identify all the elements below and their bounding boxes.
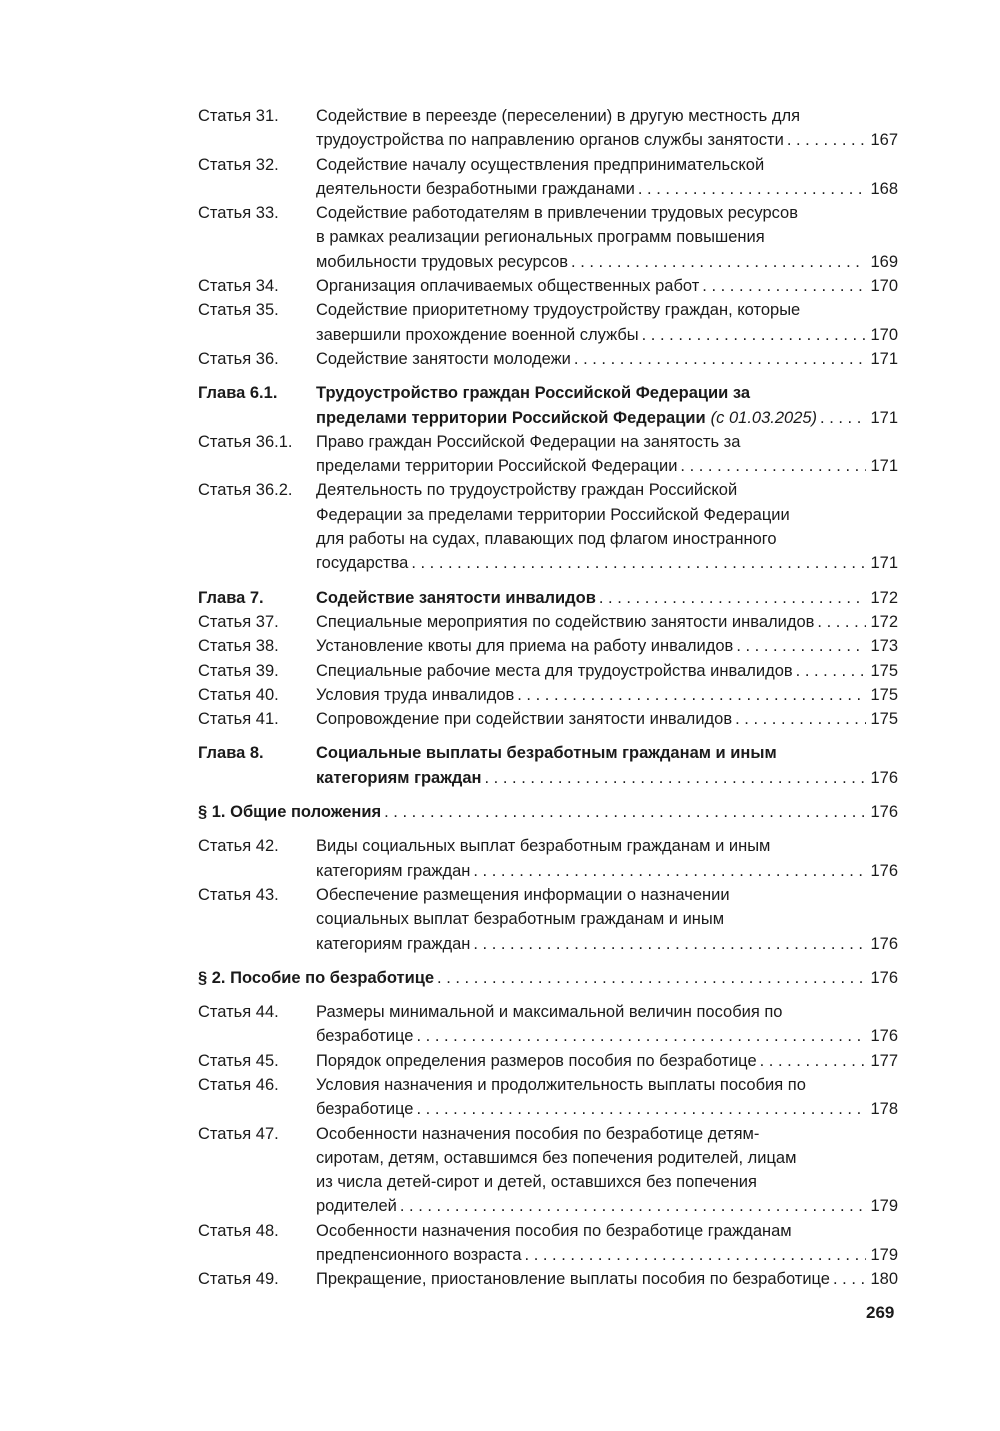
entry-page-number: 176 <box>870 968 898 987</box>
entry-label: Статья 37. <box>198 612 279 631</box>
entry-label: Статья 41. <box>198 710 279 729</box>
entry-label: Глава 7. <box>198 588 264 607</box>
entry-title <box>316 834 898 883</box>
entry-title <box>316 610 898 634</box>
entry-label: Статья 43. <box>198 885 279 904</box>
entry-page-number: 173 <box>870 637 898 656</box>
entry-title-line: Сопровождение при содействии занятости инвалидов <box>316 710 733 729</box>
entry-title-line: Право граждан Российской Федерации на занятость за <box>316 432 741 451</box>
entry-title-line: Размеры минимальной и максимальной величин пособия по <box>316 1003 783 1022</box>
entry-title-line: завершили прохождение военной службы <box>316 325 639 344</box>
entry-page-number: 169 <box>870 252 898 271</box>
entry-title-line: трудоустройства по направлению органов службы занятости <box>316 131 784 150</box>
dot-leader <box>833 1267 866 1291</box>
entry-title-line: Установление квоты для приема на работу инвалидов <box>316 637 734 656</box>
entry-label: Глава 8. <box>198 744 264 763</box>
entry-page-number: 176 <box>870 934 898 953</box>
entry-title <box>316 1219 898 1268</box>
entry-title-line: Специальные рабочие места для трудоустройства инвалидов <box>316 661 793 680</box>
entry-page-number: 176 <box>870 861 898 880</box>
toc-chapter-entry[interactable] <box>198 586 898 610</box>
entry-title <box>316 298 898 347</box>
dot-leader <box>525 1243 866 1267</box>
entry-title-line: безработице <box>316 1027 414 1046</box>
entry-title-line: § 2. Пособие по безработице <box>198 968 435 987</box>
entry-label: Статья 49. <box>198 1270 279 1289</box>
entry-title-line: Содействие занятости молодежи <box>316 349 571 368</box>
dot-leader <box>416 1024 866 1048</box>
entry-title <box>316 478 898 575</box>
entry-page-number: 171 <box>870 349 898 368</box>
entry-page-number: 180 <box>870 1270 898 1289</box>
toc-article-entry[interactable] <box>198 201 898 274</box>
toc-article-entry[interactable] <box>198 104 898 153</box>
entry-label: Статья 36.1. <box>198 432 293 451</box>
entry-label: Статья 38. <box>198 637 279 656</box>
dot-leader <box>473 932 866 956</box>
dot-leader <box>735 707 866 731</box>
entry-title <box>316 683 898 707</box>
entry-title-line: категориям граждан <box>316 768 482 787</box>
entry-title-line: Обеспечение размещения информации о назначении <box>316 885 730 904</box>
entry-title <box>316 201 898 274</box>
entry-title <box>316 1000 898 1049</box>
dot-leader <box>485 766 866 790</box>
dot-leader <box>702 274 866 298</box>
entry-title-line: Содействие в переезде (переселении) в другую местность для <box>316 107 801 125</box>
dot-leader <box>680 454 866 478</box>
entry-title-line: Виды социальных выплат безработным гражданам и иным <box>316 837 771 856</box>
entry-page-number: 176 <box>870 1027 898 1046</box>
entry-title <box>316 347 898 371</box>
dot-leader <box>638 177 866 201</box>
entry-title-line: Социальные выплаты безработным гражданам и иным <box>316 744 777 763</box>
toc-article-entry[interactable] <box>198 659 898 683</box>
toc-section-entry[interactable] <box>198 966 898 990</box>
entry-title <box>316 104 898 153</box>
entry-label: Статья 48. <box>198 1221 279 1240</box>
toc-article-entry[interactable] <box>198 298 898 347</box>
entry-title-line: Содействие началу осуществления предпринимательской <box>316 155 765 174</box>
toc-chapter-entry[interactable] <box>198 741 898 790</box>
entry-title-line: сиротам, детям, оставшимся без попечения родителей, лицам <box>316 1148 797 1167</box>
entry-title-line: родителей <box>316 1197 397 1216</box>
entry-label: Статья 44. <box>198 1003 279 1022</box>
entry-title-line: мобильности трудовых ресурсов <box>316 252 569 271</box>
dot-leader <box>817 610 866 634</box>
entry-title <box>316 659 898 683</box>
entry-title-line: Особенности назначения пособия по безработице гражданам <box>316 1221 792 1240</box>
entry-title <box>316 1122 898 1219</box>
entry-page-number: 179 <box>870 1246 898 1265</box>
entry-page-number: 168 <box>870 179 898 198</box>
entry-title <box>316 381 898 430</box>
dot-leader <box>760 1049 866 1073</box>
entry-title-line: из числа детей-сирот и детей, оставшихся без попечения <box>316 1173 757 1192</box>
entry-label: Статья 36.2. <box>198 481 293 500</box>
entry-title <box>316 274 898 298</box>
entry-title-line: категориям граждан <box>316 934 471 953</box>
entry-title-line: в рамках реализации региональных программ повышения <box>316 228 765 247</box>
entry-title-line: Специальные мероприятия по содействию занятости инвалидов <box>316 612 815 631</box>
toc-article-entry[interactable] <box>198 1267 898 1291</box>
dot-leader <box>384 800 866 824</box>
toc-chapter-entry[interactable] <box>198 381 898 430</box>
entry-title <box>316 1073 898 1122</box>
entry-title-line: Содействие работодателям в привлечении трудовых ресурсов <box>316 204 798 223</box>
dot-leader <box>571 250 866 274</box>
toc-article-entry[interactable] <box>198 153 898 202</box>
entry-title-line: Федерации за пределами территории Российской Федерации <box>316 505 790 524</box>
toc-article-entry[interactable] <box>198 430 898 479</box>
entry-label: Статья 46. <box>198 1075 279 1094</box>
toc-article-entry[interactable] <box>198 883 898 956</box>
entry-page-number: 176 <box>870 768 898 787</box>
entry-title-line: социальных выплат безработным гражданам и иным <box>316 910 725 929</box>
entry-title-line: категориям граждан <box>316 861 471 880</box>
entry-title-line: Условия труда инвалидов <box>316 685 515 704</box>
toc-article-entry[interactable] <box>198 478 898 575</box>
entry-label: Статья 31. <box>198 107 279 125</box>
entry-title-line: Трудоустройство граждан Российской Федерации за <box>316 384 751 403</box>
toc-article-entry[interactable] <box>198 1073 898 1122</box>
entry-page-number: 178 <box>870 1100 898 1119</box>
toc-article-entry[interactable] <box>198 274 898 298</box>
dot-leader <box>416 1097 866 1121</box>
entry-page-number: 175 <box>870 661 898 680</box>
entry-label: Статья 47. <box>198 1124 279 1143</box>
entry-page-number: 175 <box>870 710 898 729</box>
entry-title-line: деятельности безработными гражданами <box>316 179 635 198</box>
entry-title-line: Порядок определения размеров пособия по безработице <box>316 1051 757 1070</box>
entry-title-line: пределами территории Российской Федерации <box>316 457 678 476</box>
entry-title <box>316 586 898 610</box>
table-of-contents <box>198 104 898 1292</box>
entry-title <box>316 707 898 731</box>
entry-title-line: Условия назначения и продолжительность выплаты пособия по <box>316 1075 806 1094</box>
dot-leader <box>736 634 866 658</box>
dot-leader <box>411 551 866 575</box>
entry-page-number: 172 <box>870 612 898 631</box>
entry-title <box>316 883 898 956</box>
entry-title <box>198 800 898 824</box>
entry-title <box>316 1049 898 1073</box>
toc-article-entry[interactable] <box>198 634 898 658</box>
entry-label: Статья 40. <box>198 685 279 704</box>
toc-article-entry[interactable] <box>198 347 898 371</box>
entry-label: Статья 32. <box>198 155 279 174</box>
dot-leader <box>517 683 866 707</box>
entry-date-note: (с 01.03.2025) <box>710 408 818 427</box>
entry-page-number: 176 <box>870 803 898 822</box>
toc-article-entry[interactable] <box>198 707 898 731</box>
entry-page-number: 172 <box>870 588 898 607</box>
page-number: 269 <box>866 1303 895 1322</box>
entry-label: Статья 45. <box>198 1051 279 1070</box>
entry-title-line: Особенности назначения пособия по безработице детям- <box>316 1124 760 1143</box>
entry-title-line: для работы на судах, плавающих под флагом иностранного <box>316 530 777 549</box>
dot-leader <box>437 966 866 990</box>
dot-leader <box>820 406 866 430</box>
toc-article-entry[interactable] <box>198 1219 898 1268</box>
entry-title-line: Содействие приоритетному трудоустройству граждан, которые <box>316 301 801 320</box>
entry-title-line: государства <box>316 554 409 573</box>
toc-article-entry[interactable] <box>198 683 898 707</box>
entry-title <box>198 966 898 990</box>
entry-title-line: Организация оплачиваемых общественных работ <box>316 277 700 296</box>
entry-title <box>316 430 898 479</box>
dot-leader <box>599 586 866 610</box>
toc-article-entry[interactable] <box>198 1049 898 1073</box>
entry-page-number: 170 <box>870 277 898 296</box>
entry-label: Статья 33. <box>198 204 279 223</box>
entry-label: Глава 6.1. <box>198 384 278 403</box>
entry-title <box>316 634 898 658</box>
entry-page-number: 167 <box>870 131 898 150</box>
toc-article-entry[interactable] <box>198 1122 898 1219</box>
entry-page-number: 170 <box>870 325 898 344</box>
toc-section-entry[interactable] <box>198 800 898 824</box>
toc-article-entry[interactable] <box>198 1000 898 1049</box>
entry-label: Статья 34. <box>198 277 279 296</box>
entry-page-number: 177 <box>870 1051 898 1070</box>
entry-page-number: 179 <box>870 1197 898 1216</box>
entry-title-line: Деятельность по трудоустройству граждан Российской <box>316 481 738 500</box>
entry-page-number: 171 <box>870 408 898 427</box>
entry-page-number: 175 <box>870 685 898 704</box>
dot-leader <box>574 347 866 371</box>
toc-article-entry[interactable] <box>198 610 898 634</box>
entry-page-number: 171 <box>870 457 898 476</box>
entry-label: Статья 42. <box>198 837 279 856</box>
dot-leader <box>796 659 866 683</box>
toc-article-entry[interactable] <box>198 834 898 883</box>
entry-page-number: 171 <box>870 554 898 573</box>
entry-title-line: Содействие занятости инвалидов <box>316 588 596 607</box>
entry-title-line: Прекращение, приостановление выплаты пособия по безработице <box>316 1270 830 1289</box>
entry-title-line: предпенсионного возраста <box>316 1246 522 1265</box>
dot-leader <box>400 1194 866 1218</box>
entry-title-line: § 1. Общие положения <box>198 803 382 822</box>
dot-leader <box>642 323 866 347</box>
entry-label: Статья 36. <box>198 349 279 368</box>
dot-leader <box>787 128 866 152</box>
entry-title-line: безработице <box>316 1100 414 1119</box>
entry-label: Статья 35. <box>198 301 279 320</box>
entry-title <box>316 1267 898 1291</box>
entry-title <box>316 741 898 790</box>
dot-leader <box>473 859 866 883</box>
entry-title-line: пределами территории Российской Федерации <box>316 408 706 427</box>
entry-title <box>316 153 898 202</box>
entry-label: Статья 39. <box>198 661 279 680</box>
